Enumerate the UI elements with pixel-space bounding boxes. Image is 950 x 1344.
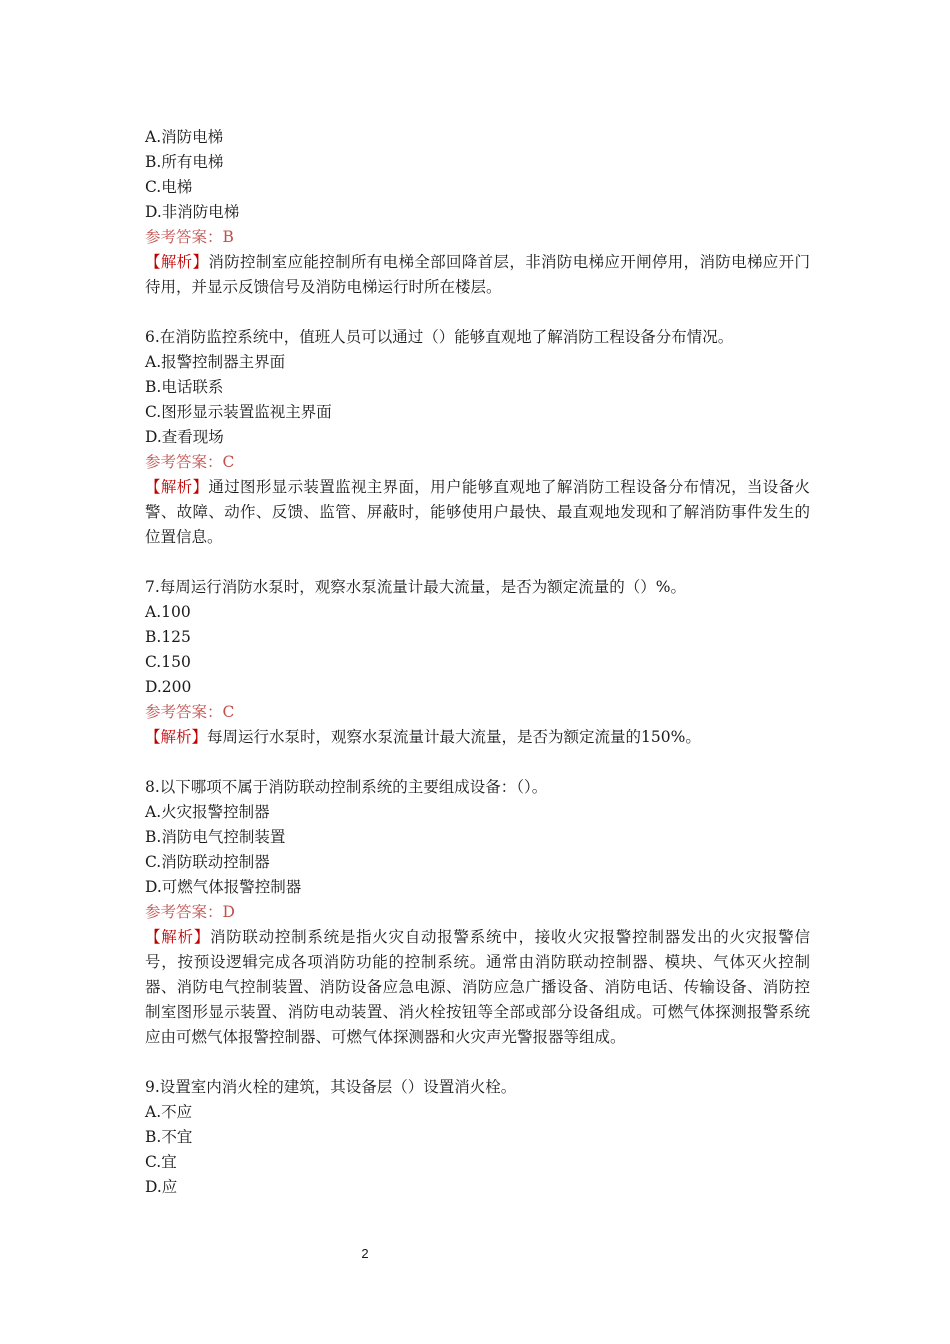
analysis [145,475,810,550]
question-block-6 [145,325,810,550]
option-b: B.不宜 [145,1128,193,1146]
analysis [145,250,810,300]
option-b: B.125 [145,628,191,646]
reference-answer: 参考答案：C [145,703,235,721]
question-text: 9.设置室内消火栓的建筑，其设备层（）设置消火栓。 [145,1078,517,1096]
analysis-tag: 【解析】 [145,253,209,271]
option-a: A.100 [145,603,191,621]
question-block-9 [145,1075,810,1200]
option-d: D.应 [145,1178,178,1196]
option-c: C.150 [145,653,191,671]
document-body [145,125,810,1200]
analysis-text: 通过图形显示装置监视主界面，用户能够直观地了解消防工程设备分布情况，当设备火警、故障、动作、反馈、监管、屏蔽时，能够使用户最快、最直观地发现和了解消防事件发生的位置信息。 [145,478,810,546]
analysis-text: 消防联动控制系统是指火灾自动报警系统中，接收火灾报警控制器发出的火灾报警信号，按预设逻辑完成各项消防功能的控制系统。通常由消防联动控制器、模块、气体灭火控制器、消防电气控制装置、消防设备应急电源、消防应急广播设备、消防电话、传输设备、消防控制室图形显示装置、消防电动装置、消火栓按钮等全部或部分设备组成。可燃气体探测报警系统应由可燃气体报警控制器、可燃气体探测器和火灾声光警报器等组成。 [145,928,810,1046]
option-d: D.可燃气体报警控制器 [145,878,302,896]
option-a: A.消防电梯 [145,128,224,146]
option-b: B.消防电气控制装置 [145,828,286,846]
question-block-7 [145,575,810,750]
analysis-tag: 【解析】 [145,728,208,746]
option-a: A.报警控制器主界面 [145,353,286,371]
option-c: C.电梯 [145,178,193,196]
reference-answer: 参考答案：B [145,228,234,246]
option-b: B.所有电梯 [145,153,224,171]
analysis-text: 消防控制室应能控制所有电梯全部回降首层，非消防电梯应开闸停用，消防电梯应开门待用，并显示反馈信号及消防电梯运行时所在楼层。 [145,253,810,296]
option-d: D.200 [145,678,192,696]
analysis [145,925,810,1050]
question-block-8 [145,775,810,1050]
option-d: D.查看现场 [145,428,224,446]
question-text: 6.在消防监控系统中，值班人员可以通过（）能够直观地了解消防工程设备分布情况。 [145,328,734,346]
reference-answer: 参考答案：C [145,453,235,471]
analysis-text: 每周运行水泵时，观察水泵流量计最大流量，是否为额定流量的150%。 [207,728,701,746]
analysis-tag: 【解析】 [145,928,210,946]
reference-answer: 参考答案：D [145,903,235,921]
option-c: C.消防联动控制器 [145,853,270,871]
analysis [145,725,810,750]
option-c: C.宜 [145,1153,177,1171]
analysis-tag: 【解析】 [145,478,209,496]
question-text: 8.以下哪项不属于消防联动控制系统的主要组成设备：（）。 [145,778,548,796]
option-b: B.电话联系 [145,378,224,396]
option-a: A.火灾报警控制器 [145,803,270,821]
question-text: 7.每周运行消防水泵时，观察水泵流量计最大流量，是否为额定流量的（）%。 [145,578,687,596]
option-c: C.图形显示装置监视主界面 [145,403,332,421]
question-block-5 [145,125,810,300]
option-d: D.非消防电梯 [145,203,240,221]
page-number: 2 [361,1246,369,1261]
option-a: A.不应 [145,1103,193,1121]
